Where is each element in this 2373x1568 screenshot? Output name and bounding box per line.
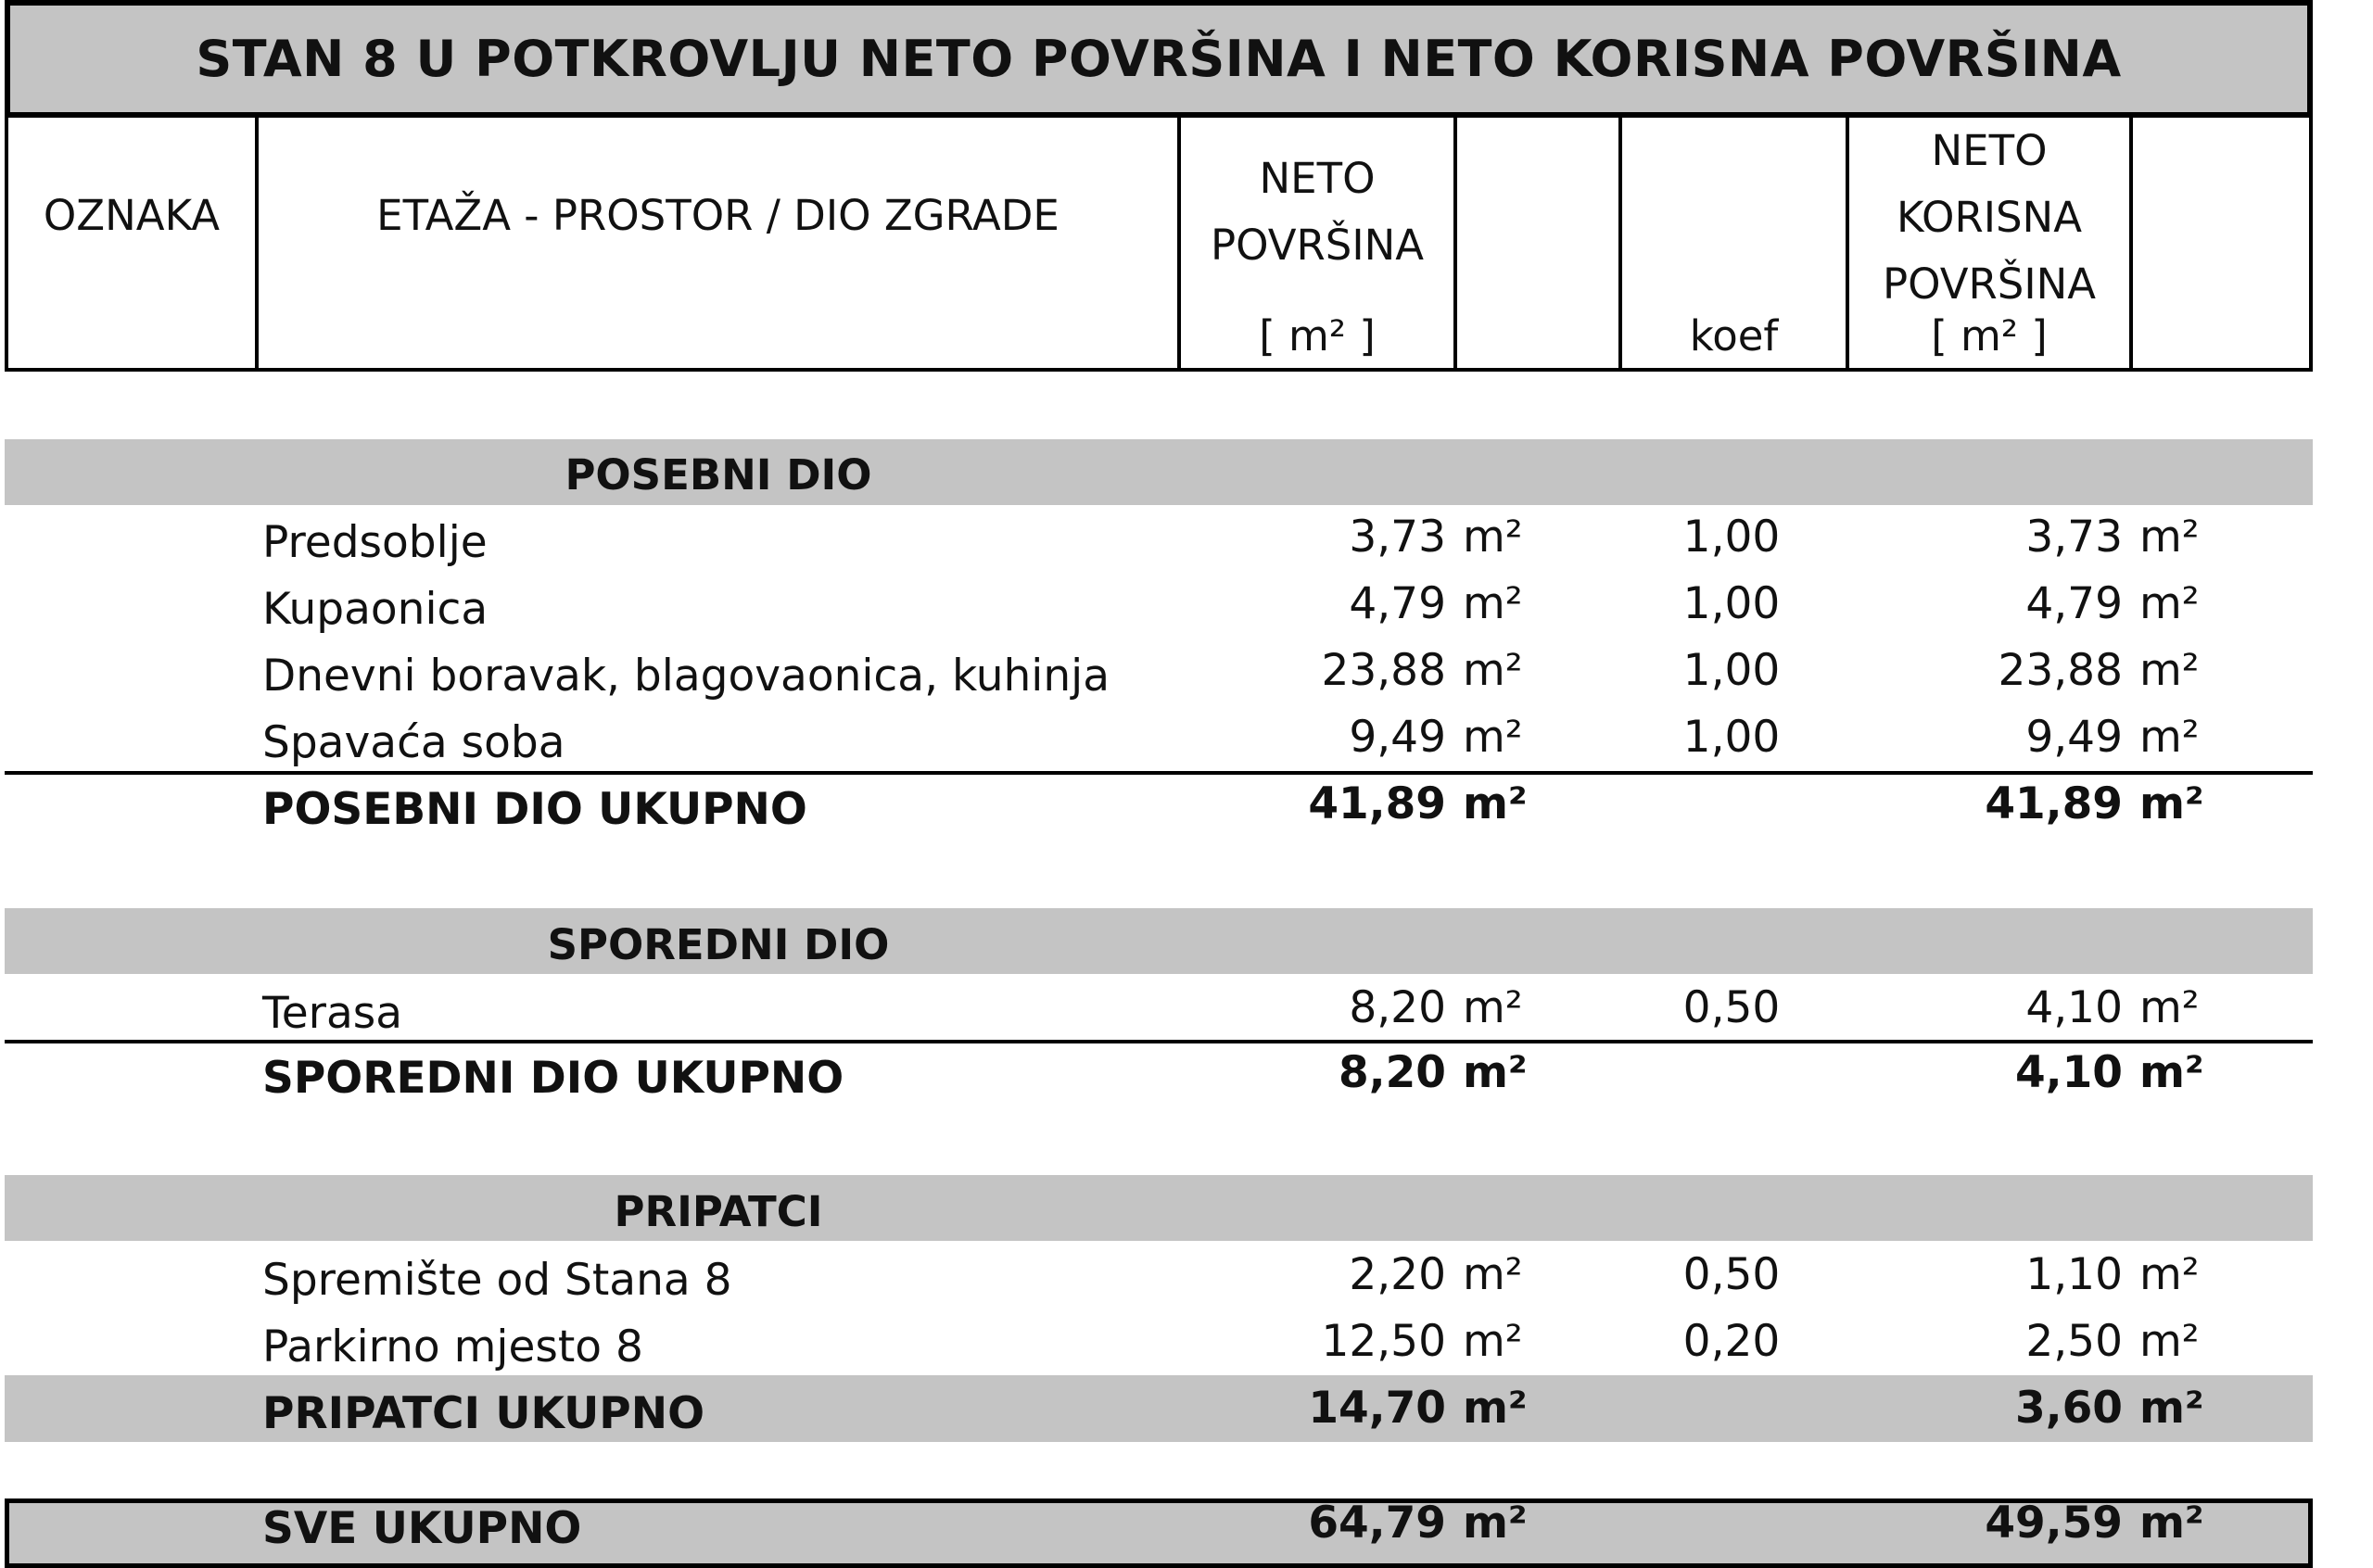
row-korisna-unit: m² [2139,512,2200,563]
row-neto-unit: m² [1463,1249,1523,1300]
header-cell-neto-unit-col [1453,118,1618,372]
header-cell-koef [1618,118,1846,372]
grand-total-korisna-unit: m² [2139,1498,2204,1549]
row-koef: 1,00 [1682,712,1781,763]
section-band-pripatci [5,1175,2313,1241]
subtotal-korisna-pripatci: 3,60 [2015,1383,2123,1434]
subtotal-neto-pripatci: 14,70 [1308,1383,1446,1434]
row-koef: 1,00 [1682,512,1781,563]
row-korisna-value: 2,50 [2025,1316,2123,1367]
subtotal-korisna-unit: m² [2139,1047,2204,1098]
subtotal-korisna-unit: m² [2139,778,2204,829]
row-korisna-unit: m² [2139,645,2200,696]
row-neto-value: 8,20 [1349,982,1446,1033]
row-label: Spremište od Stana 8 [262,1255,732,1306]
row-korisna-value: 1,10 [2025,1249,2123,1300]
row-korisna-value: 4,10 [2025,982,2123,1033]
table-title: STAN 8 U POTKROVLJU NETO POVRŠINA I NETO KORISNA POVRŠINA [196,30,2122,88]
row-label: Parkirno mjesto 8 [262,1321,643,1372]
subtotal-label-posebni: POSEBNI DIO UKUPNO [262,784,807,835]
header-korisna-line3: POVRŠINA [1882,259,2097,309]
row-korisna-unit: m² [2139,1249,2200,1300]
subtotal-neto-unit: m² [1463,1047,1528,1098]
row-koef: 0,50 [1682,982,1781,1033]
row-korisna-value: 23,88 [1998,645,2123,696]
subtotal-neto-unit: m² [1463,1383,1528,1434]
section-band-sporedni [5,908,2313,974]
row-neto-unit: m² [1463,578,1523,629]
row-neto-unit: m² [1463,712,1523,763]
header-cell-etaza [255,118,1177,372]
row-neto-value: 3,73 [1349,512,1446,563]
grand-total-neto-unit: m² [1463,1498,1528,1549]
row-korisna-value: 4,79 [2025,578,2123,629]
row-neto-value: 23,88 [1321,645,1446,696]
row-neto-unit: m² [1463,512,1523,563]
row-label: Dnevni boravak, blagovaonica, kuhinja [262,651,1110,702]
subtotal-korisna-posebni: 41,89 [1985,778,2123,829]
header-korisna-line2: KORISNA [1896,193,2083,242]
section-title-sporedni: SPOREDNI DIO [547,920,890,969]
row-korisna-value: 3,73 [2025,512,2123,563]
subtotal-korisna-unit: m² [2139,1383,2204,1434]
section-title-pripatci: PRIPATCI [614,1187,823,1236]
subtotal-korisna-sporedni: 4,10 [2015,1047,2123,1098]
row-koef: 0,20 [1682,1316,1781,1367]
header-neto-line1: NETO [1259,154,1376,203]
row-koef: 0,50 [1682,1249,1781,1300]
header-neto-unit: [ m² ] [1259,311,1376,360]
grand-total-neto: 64,79 [1308,1498,1446,1549]
row-neto-unit: m² [1463,1316,1523,1367]
header-oznaka: OZNAKA [43,191,221,240]
header-korisna-unit: [ m² ] [1931,311,2048,360]
row-label: Terasa [262,988,403,1039]
row-neto-value: 12,50 [1321,1316,1446,1367]
header-neto-line2: POVRŠINA [1210,221,1425,270]
header-cell-korisna [1846,118,2129,372]
header-koef: koef [1689,311,1779,360]
subtotal-divider [5,771,2313,775]
header-korisna-line1: NETO [1931,126,2048,175]
row-korisna-unit: m² [2139,578,2200,629]
table-title-box [5,0,2313,118]
header-cell-oznaka [5,118,255,372]
row-neto-unit: m² [1463,645,1523,696]
row-korisna-unit: m² [2139,712,2200,763]
header-etaza: ETAŽA - PROSTOR / DIO ZGRADE [376,191,1060,240]
subtotal-neto-unit: m² [1463,778,1528,829]
row-koef: 1,00 [1682,645,1781,696]
row-label: Kupaonica [262,584,489,635]
row-korisna-unit: m² [2139,982,2200,1033]
grand-total-label: SVE UKUPNO [262,1503,582,1554]
row-koef: 1,00 [1682,578,1781,629]
section-band-posebni [5,439,2313,505]
subtotal-divider [5,1040,2313,1043]
section-title-posebni: POSEBNI DIO [565,450,872,499]
subtotal-label-sporedni: SPOREDNI DIO UKUPNO [262,1053,844,1104]
row-label: Predsoblje [262,517,488,568]
row-neto-value: 9,49 [1349,712,1446,763]
row-label: Spavaća soba [262,717,565,768]
row-neto-value: 2,20 [1349,1249,1446,1300]
subtotal-neto-posebni: 41,89 [1308,778,1446,829]
subtotal-label-pripatci: PRIPATCI UKUPNO [262,1388,705,1439]
row-neto-value: 4,79 [1349,578,1446,629]
header-cell-korisna-unit-col [2129,118,2313,372]
subtotal-neto-sporedni: 8,20 [1339,1047,1446,1098]
row-neto-unit: m² [1463,982,1523,1033]
header-cell-neto [1177,118,1453,372]
row-korisna-value: 9,49 [2025,712,2123,763]
row-korisna-unit: m² [2139,1316,2200,1367]
grand-total-korisna: 49,59 [1985,1498,2123,1549]
